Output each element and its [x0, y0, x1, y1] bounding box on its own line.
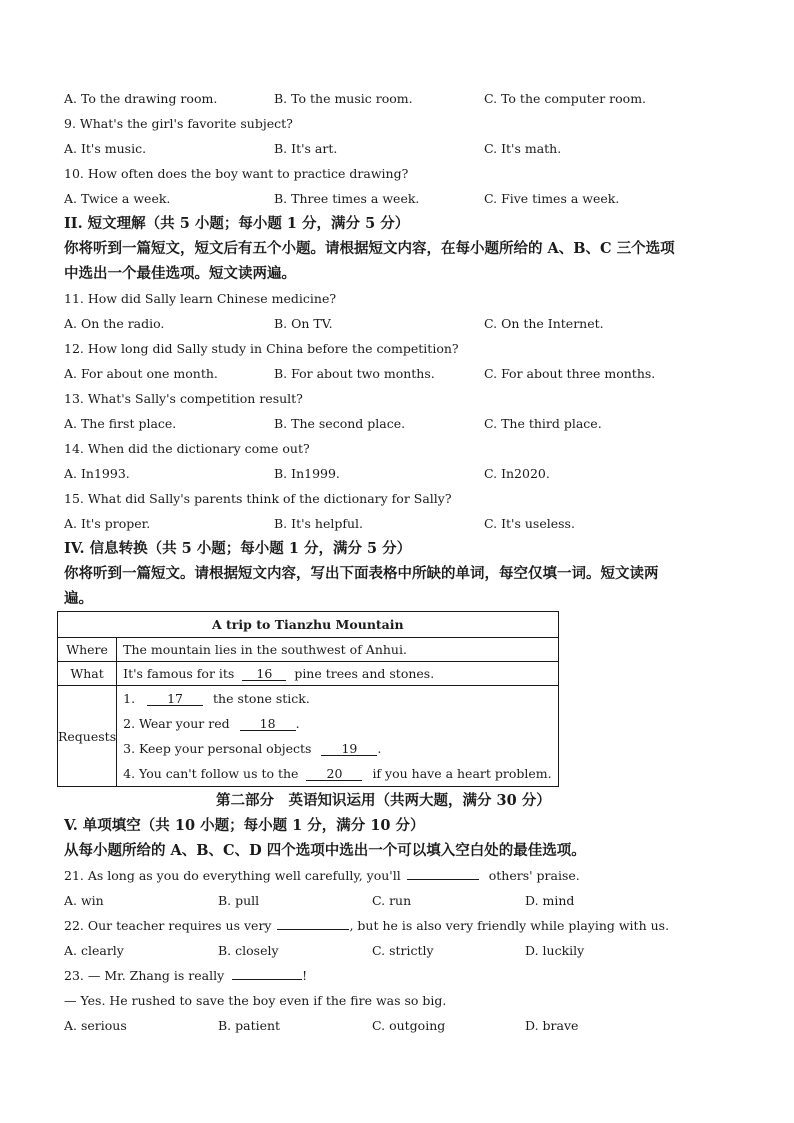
q23-option-a: A. serious	[64, 1018, 127, 1033]
q12-stem: 12. How long did Sally study in China before the competition?	[64, 341, 459, 356]
q9-option-c: C. It's math.	[484, 141, 562, 156]
q21-stem-post: others' praise.	[488, 868, 580, 883]
q22-stem-pre: 22. Our teacher requires us very	[64, 918, 272, 933]
q12-option-a: A. For about one month.	[64, 366, 218, 381]
q22-blank[interactable]	[277, 929, 349, 930]
q13-stem: 13. What's Sally's competition result?	[64, 391, 303, 406]
q9-stem: 9. What's the girl's favorite subject?	[64, 116, 293, 131]
request-3-end: .	[377, 741, 382, 756]
blank-19[interactable]: 19	[321, 742, 377, 756]
blank-17[interactable]: 17	[147, 692, 203, 706]
q15-option-c: C. It's useless.	[484, 516, 575, 531]
q21-blank[interactable]	[407, 879, 479, 880]
section2-heading: II. 短文理解（共 5 小题；每小题 1 分，满分 5 分）	[64, 215, 410, 232]
q22-stem-post: , but he is also very friendly while playing with us.	[349, 918, 670, 933]
q9-option-a: A. It's music.	[64, 141, 147, 156]
requests-label: Requests	[58, 686, 117, 787]
table-title: A trip to Tianzhu Mountain	[58, 612, 559, 638]
q10-option-a: A. Twice a week.	[64, 191, 171, 206]
q11-option-b: B. On TV.	[274, 316, 333, 331]
request-2-end: .	[295, 716, 300, 731]
q14-option-c: C. In2020.	[484, 466, 550, 481]
q22-option-b: B. closely	[218, 943, 279, 958]
q8-option-b: B. To the music room.	[274, 91, 413, 106]
requests-cell	[117, 686, 558, 787]
q22-option-c: C. strictly	[372, 943, 434, 958]
request-2	[123, 711, 551, 736]
q22-option-d: D. luckily	[525, 943, 585, 958]
q21-option-c: C. run	[372, 893, 412, 908]
q9-option-b: B. It's art.	[274, 141, 338, 156]
q21-option-a: A. win	[64, 893, 104, 908]
q22-option-a: A. clearly	[64, 943, 124, 958]
q10-stem: 10. How often does the boy want to practice drawing?	[64, 166, 409, 181]
q15-option-b: B. It's helpful.	[274, 516, 364, 531]
section2-instruction-line1: 你将听到一篇短文，短文后有五个小题。请根据短文内容，在每小题所给的 A、B、C 三个选项	[64, 240, 675, 257]
q15-stem: 15. What did Sally's parents think of the dictionary for Sally?	[64, 491, 452, 506]
request-2-text: 2. Wear your red	[123, 716, 230, 731]
q13-option-a: A. The first place.	[64, 416, 177, 431]
what-pre: It's famous for its	[123, 666, 235, 681]
request-1	[123, 686, 551, 711]
section2-instruction-line2: 中选出一个最佳选项。短文读两遍。	[64, 265, 296, 282]
blank-16[interactable]: 16	[242, 667, 286, 681]
section4-instruction-line1: 你将听到一篇短文。请根据短文内容，写出下面表格中所缺的单词，每空仅填一词。短文读两	[64, 565, 659, 582]
q14-option-a: A. In1993.	[64, 466, 130, 481]
what-label: What	[58, 662, 117, 686]
q22-stem	[64, 918, 669, 934]
request-3	[123, 736, 551, 761]
q10-option-b: B. Three times a week.	[274, 191, 420, 206]
q8-option-a: A. To the drawing room.	[64, 91, 218, 106]
request-4-text: 4. You can't follow us to the	[123, 766, 299, 781]
q23-stem	[64, 968, 307, 984]
what-post: pine trees and stones.	[294, 666, 435, 681]
section4-heading: IV. 信息转换（共 5 小题；每小题 1 分，满分 5 分）	[64, 540, 412, 557]
q23-stem-post: !	[302, 968, 308, 983]
where-label: Where	[58, 638, 117, 662]
q15-option-a: A. It's proper.	[64, 516, 151, 531]
q21-stem	[64, 868, 580, 884]
q21-option-b: B. pull	[218, 893, 260, 908]
q11-option-a: A. On the radio.	[64, 316, 165, 331]
request-1-number: 1.	[123, 691, 136, 706]
q14-option-b: B. In1999.	[274, 466, 340, 481]
blank-18[interactable]: 18	[240, 717, 296, 731]
section5-heading: V. 单项填空（共 10 小题；每小题 1 分，满分 10 分）	[64, 817, 425, 834]
request-4-end: if you have a heart problem.	[372, 766, 552, 781]
part2-heading: 第二部分 英语知识运用（共两大题，满分 30 分）	[216, 792, 551, 809]
what-cell	[117, 662, 558, 686]
request-4	[123, 761, 551, 786]
q11-option-c: C. On the Internet.	[484, 316, 604, 331]
q8-option-c: C. To the computer room.	[484, 91, 647, 106]
request-3-text: 3. Keep your personal objects	[123, 741, 312, 756]
blank-20[interactable]: 20	[306, 767, 362, 781]
q23-reply: — Yes. He rushed to save the boy even if the fire was so big.	[64, 993, 447, 1008]
q21-option-d: D. mind	[525, 893, 575, 908]
q23-option-b: B. patient	[218, 1018, 281, 1033]
q13-option-c: C. The third place.	[484, 416, 602, 431]
where-text: The mountain lies in the southwest of Anhui.	[117, 638, 558, 662]
section4-instruction-line2: 遍。	[64, 590, 93, 607]
q14-stem: 14. When did the dictionary come out?	[64, 441, 310, 456]
q10-option-c: C. Five times a week.	[484, 191, 620, 206]
q23-stem-pre: 23. — Mr. Zhang is really	[64, 968, 225, 983]
q12-option-b: B. For about two months.	[274, 366, 435, 381]
q13-option-b: B. The second place.	[274, 416, 406, 431]
q12-option-c: C. For about three months.	[484, 366, 656, 381]
trip-info-table	[57, 611, 559, 787]
q21-stem-pre: 21. As long as you do everything well carefully, you'll	[64, 868, 401, 883]
q23-blank[interactable]	[232, 979, 302, 980]
q11-stem: 11. How did Sally learn Chinese medicine?	[64, 291, 337, 306]
section5-instruction: 从每小题所给的 A、B、C、D 四个选项中选出一个可以填入空白处的最佳选项。	[64, 842, 586, 859]
request-1-text: the stone stick.	[213, 691, 310, 706]
q23-option-d: D. brave	[525, 1018, 579, 1033]
q23-option-c: C. outgoing	[372, 1018, 446, 1033]
